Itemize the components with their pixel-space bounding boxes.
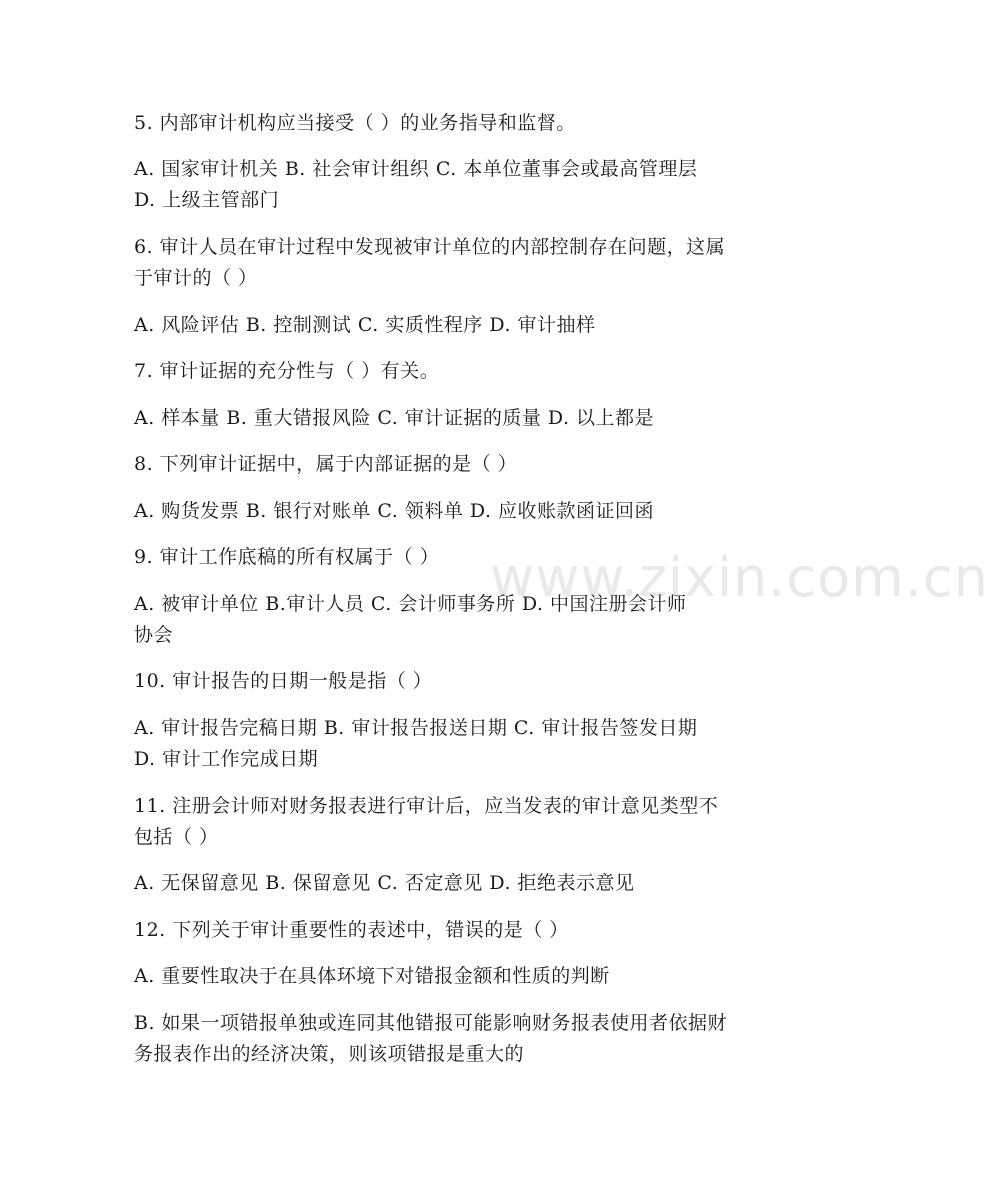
question-12-stem: 12. 下列关于审计重要性的表述中，错误的是（ ） <box>134 919 569 941</box>
question-8-stem: 8. 下列审计证据中，属于内部证据的是（ ） <box>134 453 518 475</box>
question-12-option-b-cont: 务报表作出的经济决策，则该项错报是重大的 <box>134 1043 525 1065</box>
question-12-option-b: B. 如果一项错报单独或连同其他错报可能影响财务报表使用者依据财 <box>134 1012 728 1034</box>
question-7-options: A. 样本量 B. 重大错报风险 C. 审计证据的质量 D. 以上都是 <box>134 407 655 429</box>
question-10-stem: 10. 审计报告的日期一般是指（ ） <box>134 670 433 692</box>
question-10-options-cont: D. 审计工作完成日期 <box>134 748 319 770</box>
question-11-stem: 11. 注册会计师对财务报表进行审计后，应当发表的审计意见类型不 <box>134 795 719 817</box>
question-6-stem: 6. 审计人员在审计过程中发现被审计单位的内部控制存在问题，这属 <box>134 236 726 258</box>
question-9-stem: 9. 审计工作底稿的所有权属于（ ） <box>134 546 440 568</box>
question-5-stem: 5. 内部审计机构应当接受（ ）的业务指导和监督。 <box>134 112 576 134</box>
question-6-stem-cont: 于审计的（ ） <box>134 267 258 289</box>
question-6-options: A. 风险评估 B. 控制测试 C. 实质性程序 D. 审计抽样 <box>134 314 596 336</box>
question-7-stem: 7. 审计证据的充分性与（ ）有关。 <box>134 360 440 382</box>
question-5-options-cont: D. 上级主管部门 <box>134 189 280 211</box>
question-9-options: A. 被审计单位 B.审计人员 C. 会计师事务所 D. 中国注册会计师 <box>134 593 687 615</box>
question-9-options-cont: 协会 <box>134 624 174 646</box>
question-5-options: A. 国家审计机关 B. 社会审计组织 C. 本单位董事会或最高管理层 <box>134 158 698 180</box>
question-8-options: A. 购货发票 B. 银行对账单 C. 领料单 D. 应收账款函证回函 <box>134 500 655 522</box>
question-11-options: A. 无保留意见 B. 保留意见 C. 否定意见 D. 拒绝表示意见 <box>134 872 635 894</box>
question-11-stem-cont: 包括（ ） <box>134 826 219 848</box>
question-10-options: A. 审计报告完稿日期 B. 审计报告报送日期 C. 审计报告签发日期 <box>134 717 698 739</box>
watermark-text: www.zixin.com.cn <box>490 546 989 609</box>
question-12-option-a: A. 重要性取决于在具体环境下对错报金额和性质的判断 <box>134 965 610 987</box>
